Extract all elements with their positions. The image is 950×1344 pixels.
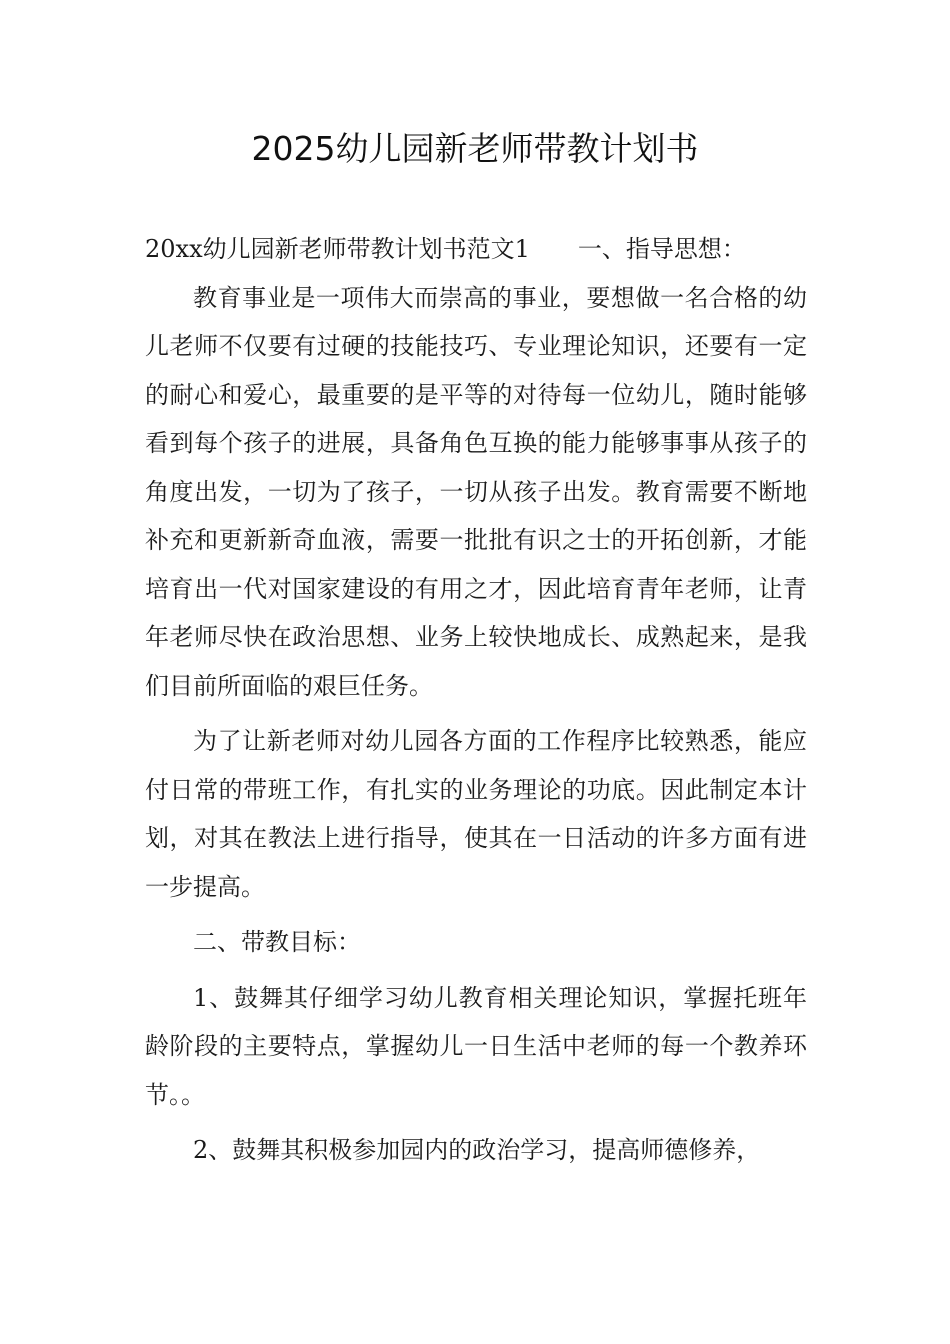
document-subtitle: 20xx幼儿园新老师带教计划书范文1 [145,235,530,263]
goal-item-1: 1、鼓舞其仔细学习幼儿教育相关理论知识，掌握托班年龄阶段的主要特点，掌握幼儿一日生活中老师的每一个教养环节。。 [145,983,807,1109]
paragraph-guiding-thought: 教育事业是一项伟大而崇高的事业，要想做一名合格的幼儿老师不仅要有过硬的技能技巧、专业理论知识，还要有一定的耐心和爱心，最重要的是平等的对待每一位幼儿，随时能够看到每个孩子的进展，具备角色互换的能力能够事事从孩子的角度出发，一切为了孩子，一切从孩子出发。教育需要不断地补充和更新新奇血液，需要一批批有识之士的开拓创新，才能培育出一代对国家建设的有用之才，因此培育青年老师，让青年老师尽快在政治思想、业务上较快地成长、成熟起来，是我们目前所面临的艰巨任务。 [145,283,807,700]
section2-heading: 二、带教目标： [193,928,361,956]
document-title: 2025幼儿园新老师带教计划书 [251,129,699,168]
section1-heading: 一、指导思想： [577,235,746,263]
subtitle-line [145,225,807,274]
goal-item-2: 2、鼓舞其积极参加园内的政治学习，提高师德修养， [193,1136,761,1164]
document-body [145,225,807,1175]
paragraph-purpose: 为了让新老师对幼儿园各方面的工作程序比较熟悉，能应付日常的带班工作，有扎实的业务理论的功底。因此制定本计划，对其在教法上进行指导，使其在一日活动的许多方面有进一步提高。 [145,727,807,901]
